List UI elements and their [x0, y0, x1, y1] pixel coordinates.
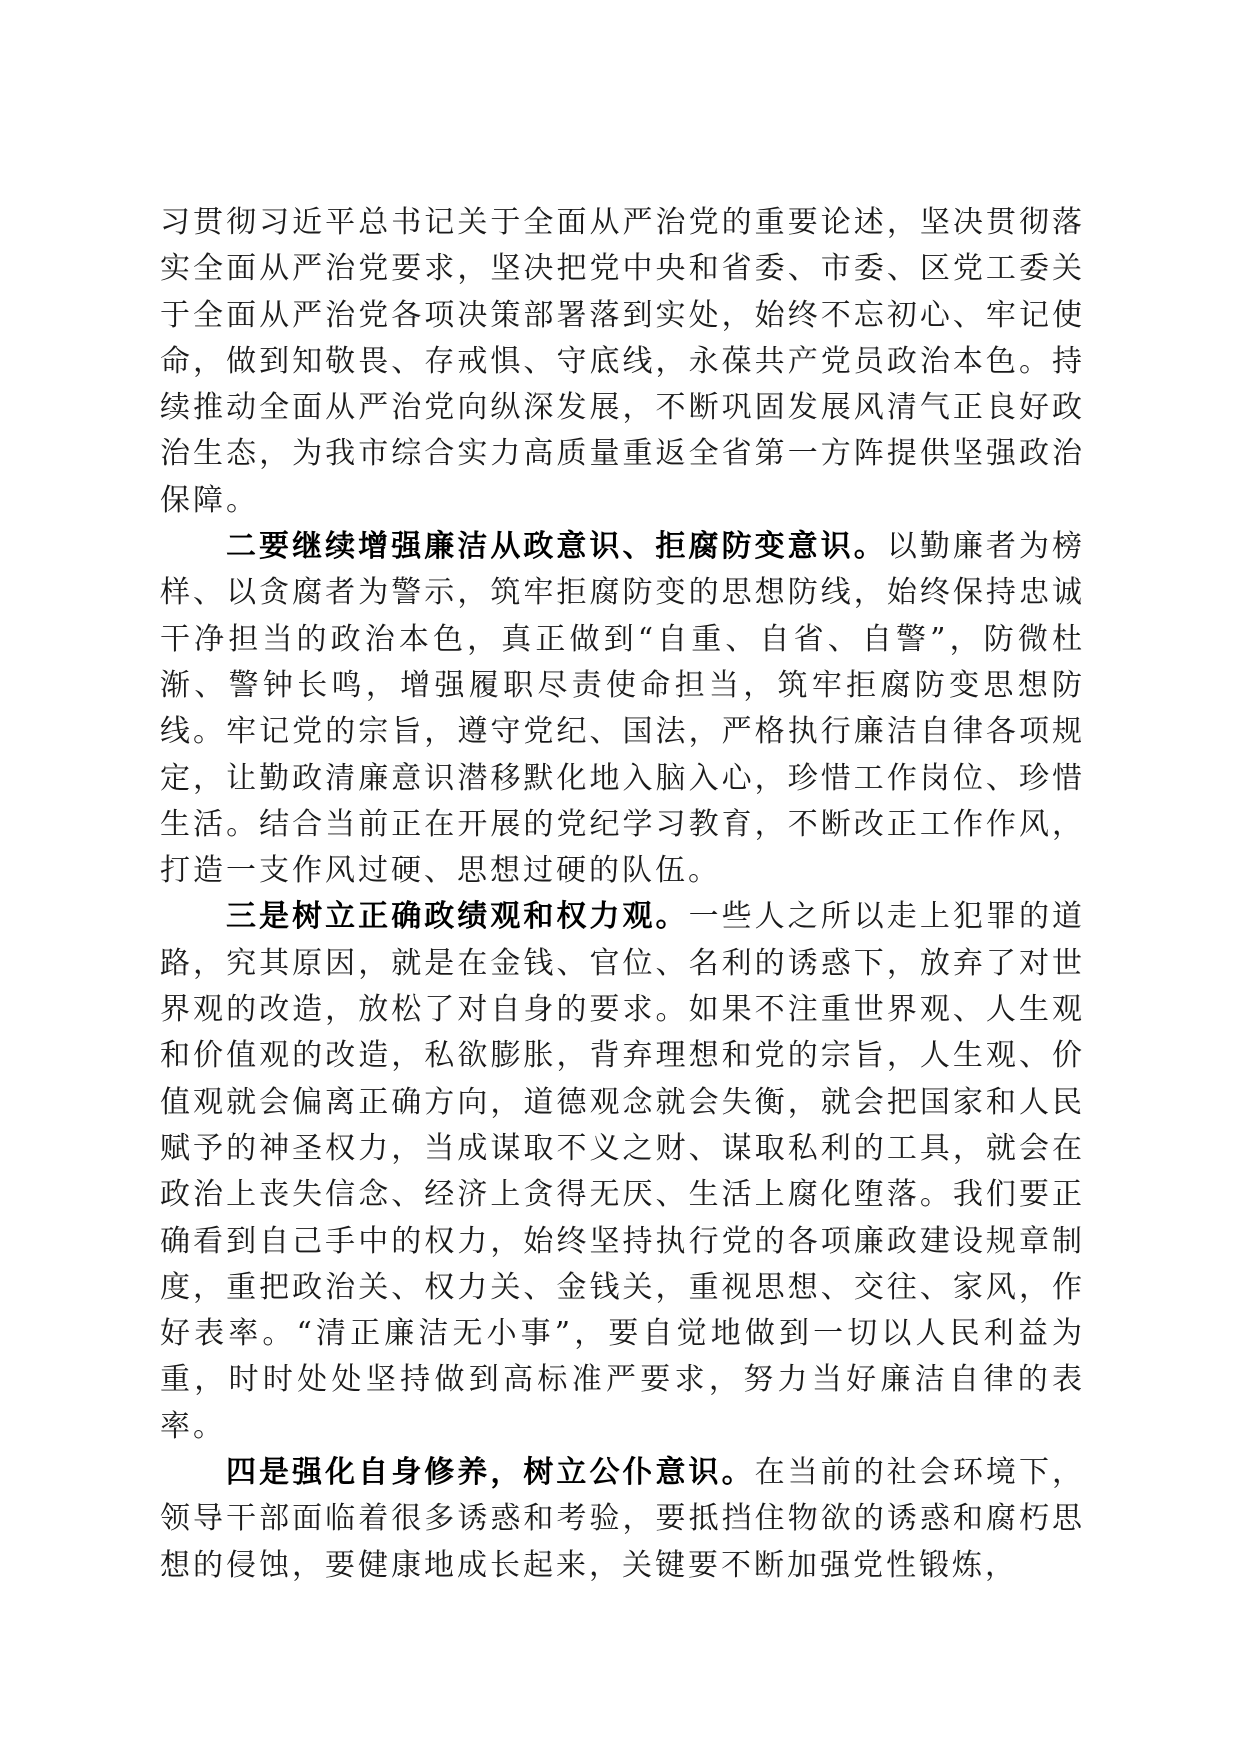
paragraph-lead-heading: 三是树立正确政绩观和权力观。	[226, 899, 689, 935]
paragraph-integrity-awareness	[160, 524, 1085, 894]
paragraph-lead-heading: 四是强化自身修养，树立公仆意识。	[226, 1455, 755, 1491]
paragraph-continued	[160, 200, 1085, 524]
paragraph-text: 习贯彻习近平总书记关于全面从严治党的重要论述，坚决贯彻落实全面从严治党要求，坚决把党中央和省委、市委、区党工委关于全面从严治党各项决策部署落到实处，始终不忘初心、牢记使命，做到知敬畏、存戒惧、守底线，永葆共产党员政治本色。持续推动全面从严治党向纵深发展，不断巩固发展风清气正良好政治生态，为我市综合实力高质量重返全省第一方阵提供坚强政治保障。	[160, 205, 1085, 518]
paragraph-text: 以勤廉者为榜样、以贪腐者为警示，筑牢拒腐防变的思想防线，始终保持忠诚干净担当的政治本色，真正做到“自重、自省、自警”，防微杜渐、警钟长鸣，增强履职尽责使命担当，筑牢拒腐防变思想防线。牢记党的宗旨，遵守党纪、国法，严格执行廉洁自律各项规定，让勤政清廉意识潜移默化地入脑入心，珍惜工作岗位、珍惜生活。结合当前正在开展的党纪学习教育，不断改正工作作风，打造一支作风过硬、思想过硬的队伍。	[160, 529, 1086, 889]
paragraph-power-outlook	[160, 894, 1085, 1450]
paragraph-text: 一些人之所以走上犯罪的道路，究其原因，就是在金钱、官位、名利的诱惑下，放弃了对世界观的改造，放松了对自身的要求。如果不注重世界观、人生观和价值观的改造，私欲膨胀，背弃理想和党的宗旨，人生观、价值观就会偏离正确方向，道德观念就会失衡，就会把国家和人民赋予的神圣权力，当成谋取不义之财、谋取私利的工具，就会在政治上丧失信念、经济上贪得无厌、生活上腐化堕落。我们要正确看到自己手中的权力，始终坚持执行党的各项廉政建设规章制度，重把政治关、权力关、金钱关，重视思想、交往、家风，作好表率。“清正廉洁无小事”，要自觉地做到一切以人民利益为重，时时处处坚持做到高标准严要求，努力当好廉洁自律的表率。	[160, 899, 1086, 1444]
body-text	[160, 200, 1085, 1589]
paragraph-text: 在当前的社会环境下，领导干部面临着很多诱惑和考验，要抵挡住物欲的诱惑和腐朽思想的侵蚀，要健康地成长起来，关键要不断加强党性锻炼，	[160, 1455, 1086, 1583]
paragraph-lead-heading: 二要继续增强廉洁从政意识、拒腐防变意识。	[226, 529, 887, 565]
paragraph-self-cultivation	[160, 1450, 1085, 1589]
